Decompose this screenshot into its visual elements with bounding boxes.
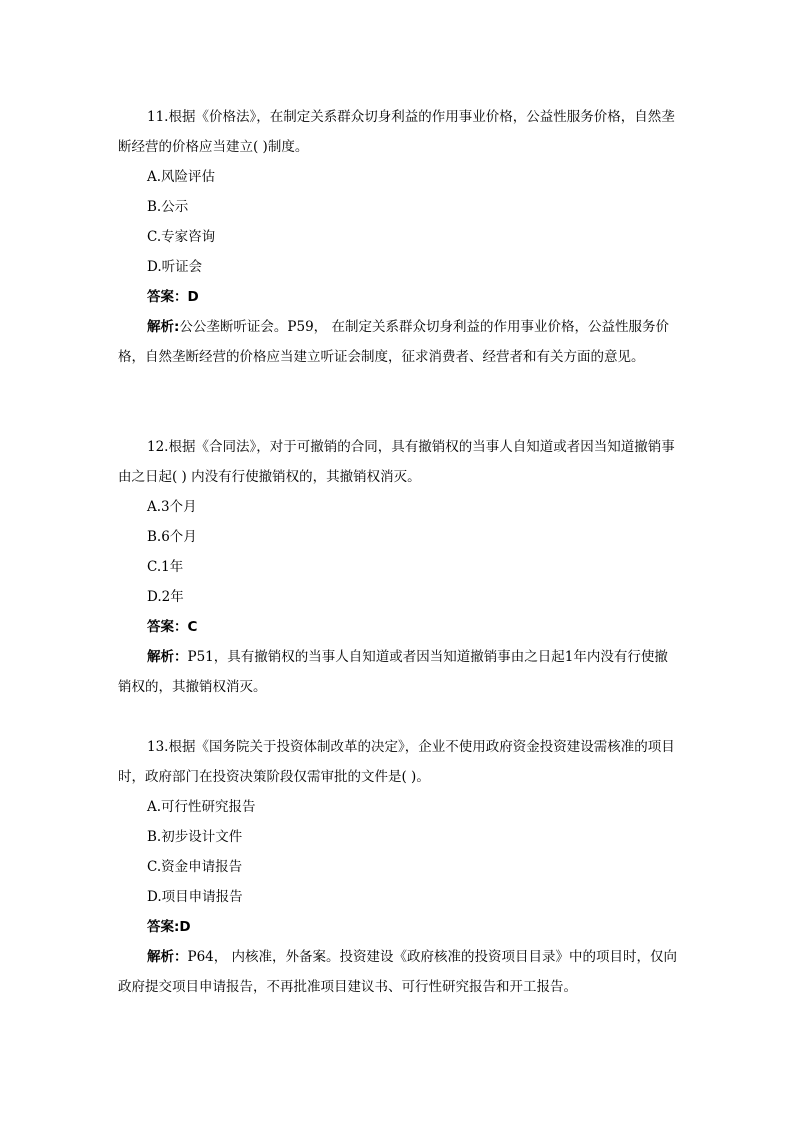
analysis-text: 公公垄断听证会。P59， 在制定关系群众切身利益的作用事业价格，公益性服务价格，自然垄断经营的价格应当建立听证会制度，征求消费者、经营者和有关方面的意见。 (118, 319, 669, 365)
option-d: D.听证会 (147, 259, 203, 275)
analysis-paragraph (118, 942, 678, 1002)
option-a: A.风险评估 (147, 169, 216, 185)
answer-value: D (179, 919, 191, 935)
analysis-text: P51，具有撤销权的当事人自知道或者因当知道撤销事由之日起1年内没有行使撤销权的，其撤销权消灭。 (118, 649, 668, 695)
answer-value: D (187, 289, 199, 305)
question-11 (118, 102, 678, 372)
option-b: B.初步设计文件 (147, 829, 243, 845)
answer-line (118, 912, 678, 942)
analysis-text: P64， 内核准，外备案。投资建设《政府核准的投资项目目录》中的项目时，仅向政府提交项目申请报告，不再批准项目建议书、可行性研究报告和开工报告。 (118, 949, 678, 995)
option-a: A.3个月 (147, 499, 197, 515)
question-12 (118, 432, 678, 702)
option-c: C.专家咨询 (147, 229, 216, 245)
option-d: D.2年 (147, 589, 184, 605)
answer-line (118, 282, 678, 312)
question-stem: 13.根据《国务院关于投资体制改革的决定》，企业不使用政府资金投资建设需核准的项目时，政府部门在投资决策阶段仅需审批的文件是( )。 (118, 739, 675, 785)
answer-label: 答案： (147, 289, 188, 305)
option-b: B.公示 (147, 199, 189, 215)
option-b: B.6个月 (147, 529, 197, 545)
question-stem: 11.根据《价格法》，在制定关系群众切身利益的作用事业价格，公益性服务价格，自然垄断经营的价格应当建立( )制度。 (118, 109, 675, 155)
option-a: A.可行性研究报告 (147, 799, 256, 815)
answer-value: C (187, 619, 198, 635)
analysis-label: 解析： (147, 649, 188, 665)
question-13 (118, 732, 678, 1002)
option-c: C.资金申请报告 (147, 859, 243, 875)
analysis-label: 解析: (147, 319, 180, 335)
question-stem: 12.根据《合同法》，对于可撤销的合同，具有撤销权的当事人自知道或者因当知道撤销事由之日起( ) 内没有行使撤销权的，其撤销权消灭。 (118, 439, 675, 485)
analysis-label: 解析： (147, 949, 188, 965)
answer-label: 答案： (147, 619, 188, 635)
option-c: C.1年 (147, 559, 184, 575)
analysis-paragraph (118, 312, 678, 372)
answer-label: 答案: (147, 919, 180, 935)
analysis-paragraph (118, 642, 678, 702)
option-d: D.项目申请报告 (147, 889, 243, 905)
answer-line (118, 612, 678, 642)
